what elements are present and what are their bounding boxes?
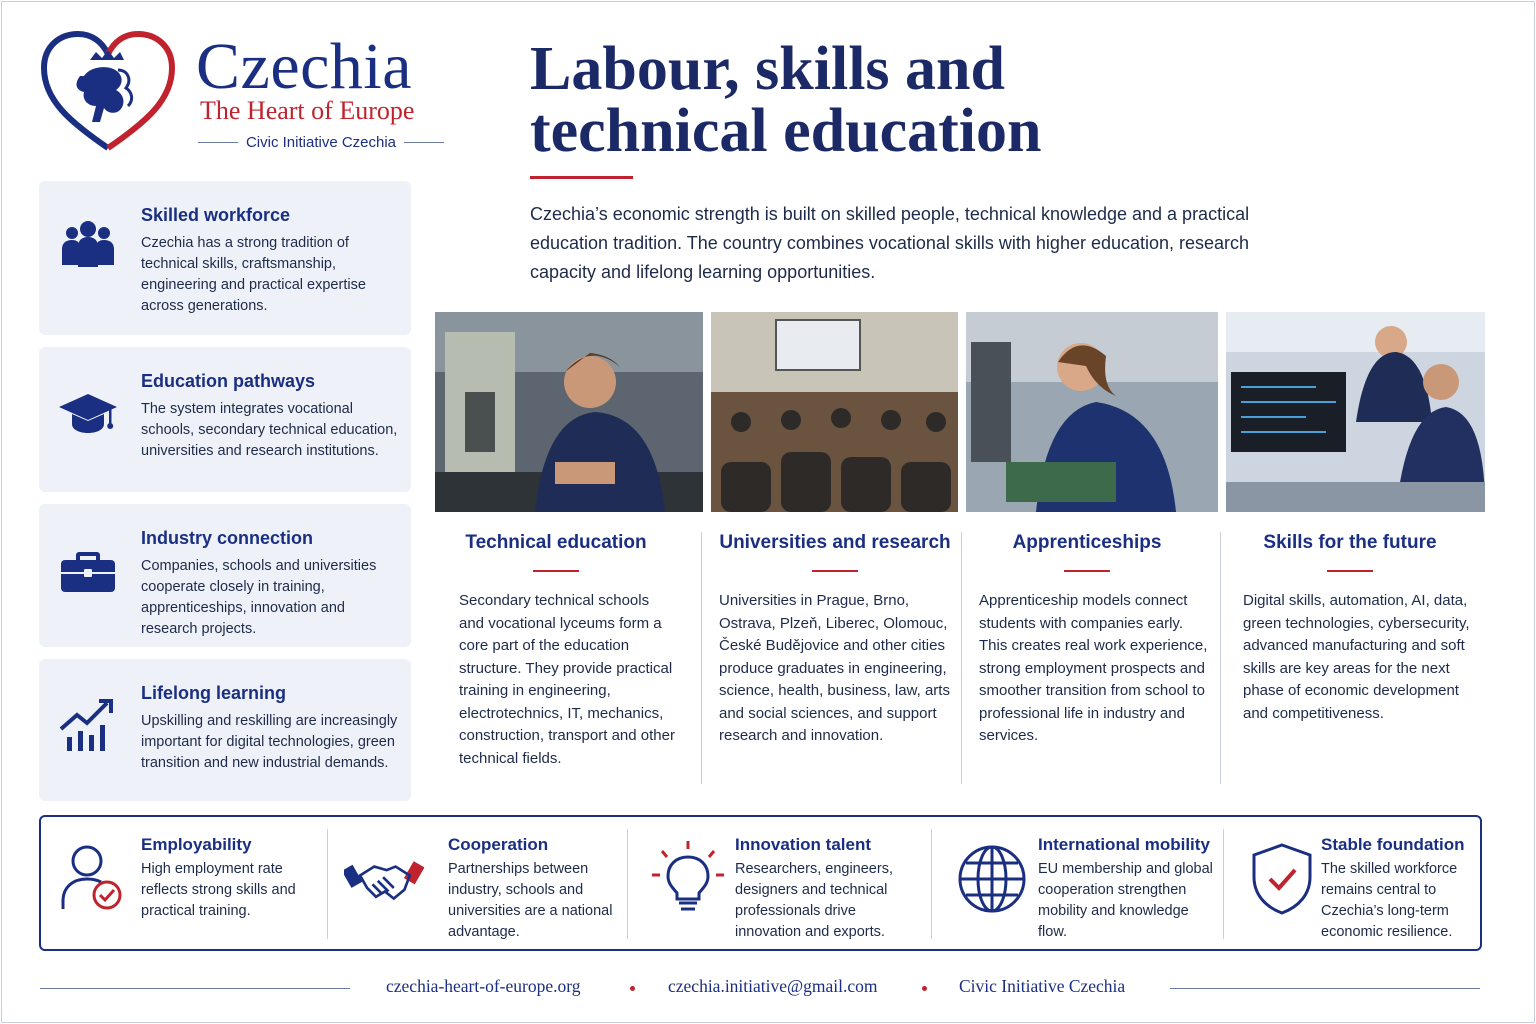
column-divider [1220, 532, 1221, 784]
logo-subtitle: The Heart of Europe [200, 96, 415, 125]
feature-text: High employment rate reflects strong skills and practical training. [141, 861, 296, 919]
column-text: Digital skills, automation, AI, data, green technologies, cybersecurity, advanced manufacturing and soft skills are key areas for the next phase of economic development and competitiveness. [1243, 592, 1470, 722]
person-check-icon [55, 839, 135, 919]
logo [40, 30, 460, 160]
card-title: Industry connection [141, 528, 314, 548]
graduation-cap-icon [59, 383, 117, 441]
feature-title: Stable foundation [1321, 835, 1465, 854]
card-title: Skilled workforce [141, 205, 291, 225]
feature-title: International mobility [1038, 835, 1210, 854]
card-text: Czechia has a strong tradition of technical skills, craftsmanship, engineering and practical expertise across generations. [141, 235, 366, 314]
footer-website-link[interactable]: czechia-heart-of-europe.org [386, 976, 581, 996]
footer-separator-dot [922, 986, 927, 991]
column-title: Technical education [465, 532, 647, 553]
features-strip [39, 815, 1482, 951]
card-industry-connection [39, 504, 411, 647]
footer [0, 976, 1536, 1000]
card-education-pathways [39, 347, 411, 492]
people-group-icon [59, 217, 117, 275]
column-title: Skills for the future [1263, 532, 1437, 553]
feature-text: Partnerships between industry, schools and universities are a national advantage. [448, 861, 613, 940]
column-underline [812, 570, 858, 572]
photo-university-lecture [711, 312, 958, 512]
page-title [530, 35, 1230, 165]
footer-email-link[interactable]: czechia.initiative@gmail.com [668, 976, 878, 996]
intro-text: Czechia’s economic strength is built on skilled people, technical knowledge and a practical education tradition. The country combines vocational skills with higher education, research capacity and lifelong learning opportunities. [530, 204, 1250, 282]
feature-title: Employability [141, 835, 252, 854]
page-title-line1: Labour, skills and [530, 35, 1006, 103]
column-skills-future [1222, 532, 1478, 725]
card-text: The system integrates vocational schools, secondary technical education, universities and research institutions. [141, 401, 398, 459]
feature-title: Innovation talent [735, 835, 871, 854]
card-title: Education pathways [141, 371, 316, 391]
title-underline [530, 176, 633, 179]
growth-chart-icon [59, 695, 117, 753]
feature-text: The skilled workforce remains central to Czechia’s long-term economic resilience. [1321, 861, 1458, 940]
feature-text: EU membership and global cooperation strengthen mobility and knowledge flow. [1038, 861, 1213, 940]
column-text: Apprenticeship models connect students with companies early. This creates real work experience, strong employment prospects and smoother transition from school to professional life in industry and services. [979, 592, 1208, 744]
feature-stable-foundation [1224, 817, 1480, 949]
photo-apprentice-electronics [966, 312, 1218, 512]
card-text: Upskilling and reskilling are increasingly important for digital technologies, green transition and new industrial demands. [141, 713, 398, 771]
column-divider [701, 532, 702, 784]
card-text: Companies, schools and universities cooperate closely in training, apprenticeships, innovation and research projects. [141, 558, 377, 637]
column-underline [533, 570, 579, 572]
feature-title: Cooperation [448, 835, 549, 854]
logo-tagline [198, 134, 444, 151]
footer-line-left [40, 988, 350, 989]
heart-lion-emblem-icon [40, 30, 176, 154]
globe-icon [952, 839, 1032, 919]
logo-tagline-text: Civic Initiative Czechia [245, 134, 397, 151]
footer-separator-dot [630, 986, 635, 991]
column-title: Apprenticeships [1012, 532, 1162, 553]
feature-cooperation [328, 817, 626, 949]
column-technical-education [428, 532, 684, 770]
column-text: Secondary technical schools and vocational lyceums form a core part of the education structure. They provide practical training in engineering, electrotechnics, IT, mechanics, construction, transport and other technical fields. [459, 592, 675, 767]
card-skilled-workforce [39, 181, 411, 335]
page-title-line2: technical education [530, 97, 1042, 165]
feature-international-mobility [932, 817, 1222, 949]
card-lifelong-learning [39, 659, 411, 801]
logo-title: Czechia [196, 30, 413, 103]
footer-org-name: Civic Initiative Czechia [959, 976, 1126, 996]
handshake-icon [344, 839, 424, 919]
column-underline [1064, 570, 1110, 572]
column-apprenticeships [959, 532, 1215, 748]
column-universities-research [707, 532, 963, 748]
briefcase-icon [59, 540, 117, 598]
photo-technical-workshop [435, 312, 703, 512]
feature-innovation-talent [628, 817, 930, 949]
footer-line-right [1170, 988, 1480, 989]
card-title: Lifelong learning [141, 683, 287, 703]
column-text: Universities in Prague, Brno, Ostrava, Plzeň, Liberec, Olomouc, České Budějovice and other cities produce graduates in engineering, science, health, business, law, arts and social sciences, and support research and innovation. [719, 592, 950, 744]
shield-check-icon [1242, 839, 1322, 919]
feature-text: Researchers, engineers, designers and technical professionals drive innovation and exports. [735, 861, 893, 940]
photo-digital-skills [1226, 312, 1485, 512]
lightbulb-icon [648, 839, 728, 919]
column-title: Universities and research [719, 532, 951, 553]
feature-employability [41, 817, 327, 949]
column-underline [1327, 570, 1373, 572]
